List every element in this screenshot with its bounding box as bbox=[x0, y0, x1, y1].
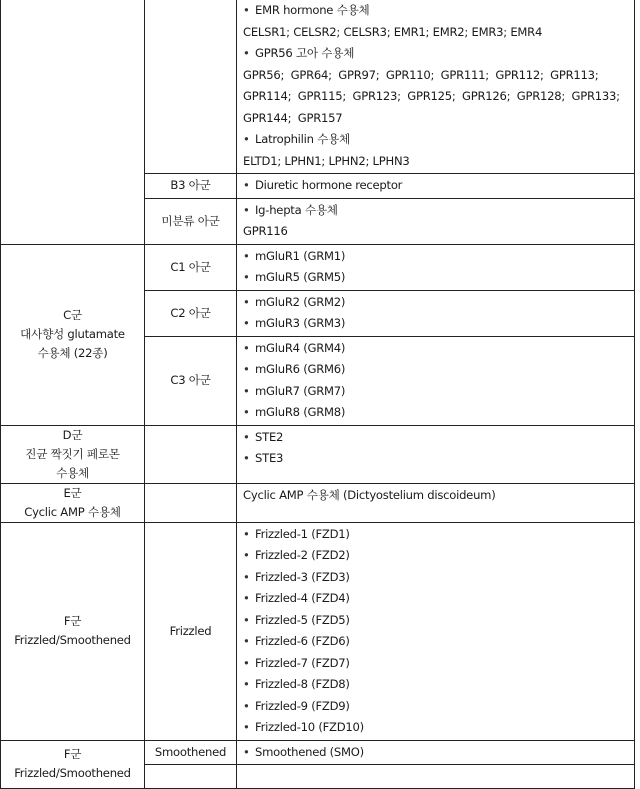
bullet-item: • Frizzled-10 (FZD10) bbox=[243, 717, 634, 739]
group-label-line: 수용체 (22종) bbox=[37, 346, 108, 360]
group-cell-e bbox=[1, 483, 145, 522]
receptor-list-smoothened bbox=[237, 740, 635, 765]
table-row bbox=[1, 244, 635, 290]
bullet-item: • Frizzled-7 (FZD7) bbox=[243, 653, 634, 675]
bullet-item: • mGluR8 (GRM8) bbox=[243, 402, 634, 424]
receptor-text: CELSR1; CELSR2; CELSR3; EMR1; EMR2; EMR3; EMR4 bbox=[243, 24, 543, 39]
group-cell-b bbox=[1, 0, 145, 244]
subgroup-cell-frizzled: Frizzled bbox=[145, 522, 237, 740]
bullet-item: • Frizzled-4 (FZD4) bbox=[243, 588, 634, 610]
subgroup-cell-e bbox=[145, 483, 237, 522]
group-label-line: 대사향성 glutamate bbox=[20, 327, 125, 341]
receptor-list-c1 bbox=[237, 244, 635, 290]
empty-cell bbox=[145, 765, 237, 789]
bullet-item: • STE2 bbox=[243, 427, 634, 449]
receptor-list-frizzled bbox=[237, 522, 635, 740]
group-label-line: Frizzled/Smoothened bbox=[14, 633, 131, 647]
bullet-item: • mGluR3 (GRM3) bbox=[243, 313, 634, 335]
subgroup-cell-smoothened: Smoothened bbox=[145, 740, 237, 765]
receptor-text: Cyclic AMP 수용체 (Dictyostelium discoideum) bbox=[243, 487, 496, 502]
bullet-item: • GPR56 고아 수용체 bbox=[243, 43, 634, 65]
bullet-item: • Frizzled-1 (FZD1) bbox=[243, 524, 634, 546]
bullet-item: • Frizzled-3 (FZD3) bbox=[243, 567, 634, 589]
bullet-item: • mGluR2 (GRM2) bbox=[243, 292, 634, 314]
group-label-line: Frizzled/Smoothened bbox=[14, 766, 131, 781]
group-label-line: D군 bbox=[62, 427, 83, 442]
group-label-line: 수용체 bbox=[56, 465, 89, 480]
group-cell-c bbox=[1, 244, 145, 425]
group-label-line: E군 bbox=[63, 485, 82, 500]
bullet-item: • mGluR5 (GRM5) bbox=[243, 267, 634, 289]
subgroup-cell-c3: C3 아군 bbox=[145, 336, 237, 425]
subgroup-cell-b2 bbox=[145, 0, 237, 174]
receptor-list-unclassified bbox=[237, 198, 635, 244]
bullet-item: • mGluR7 (GRM7) bbox=[243, 381, 634, 403]
group-label-line: 진균 짝짓기 페로몬 bbox=[25, 446, 120, 461]
bullet-item: • Latrophilin 수용체 bbox=[243, 129, 634, 151]
receptor-list-e bbox=[237, 483, 635, 522]
receptor-list-c2 bbox=[237, 290, 635, 336]
bullet-item: • Frizzled-6 (FZD6) bbox=[243, 631, 634, 653]
bullet-item: • mGluR6 (GRM6) bbox=[243, 359, 634, 381]
group-cell-d bbox=[1, 425, 145, 483]
empty-cell bbox=[237, 765, 635, 789]
receptor-text: GPR116 bbox=[243, 224, 288, 238]
subgroup-cell-unclassified: 미분류 아군 bbox=[145, 198, 237, 244]
table-row bbox=[1, 522, 635, 740]
table-row bbox=[1, 740, 635, 765]
group-label-line: C군 bbox=[63, 308, 82, 322]
subgroup-cell-d bbox=[145, 425, 237, 483]
bullet-item: • Smoothened (SMO) bbox=[243, 742, 634, 764]
receptor-text: GPR56; GPR64; GPR97; GPR110; GPR111; GPR112; GPR113; GPR114; GPR115; GPR123; GPR125; GPR126; GPR128; GPR133; GPR144; GPR157 bbox=[243, 67, 620, 125]
group-label-line: F군 bbox=[63, 747, 82, 762]
bullet-item: • mGluR4 (GRM4) bbox=[243, 338, 634, 360]
group-cell-f bbox=[1, 522, 145, 740]
receptor-list-d bbox=[237, 425, 635, 483]
receptor-list-b2 bbox=[237, 0, 635, 174]
table-row bbox=[1, 425, 635, 483]
table-row bbox=[1, 0, 635, 174]
bullet-item: • Ig-hepta 수용체 bbox=[243, 200, 634, 222]
bullet-item: • EMR hormone 수용체 bbox=[243, 0, 634, 22]
receptor-list-c3 bbox=[237, 336, 635, 425]
bullet-item: • Frizzled-8 (FZD8) bbox=[243, 674, 634, 696]
bullet-item: • Frizzled-2 (FZD2) bbox=[243, 545, 634, 567]
bullet-item: • Frizzled-9 (FZD9) bbox=[243, 696, 634, 718]
subgroup-cell-b3: B3 아군 bbox=[145, 174, 237, 199]
bullet-item: • Diuretic hormone receptor bbox=[243, 175, 634, 197]
subgroup-cell-c2: C2 아군 bbox=[145, 290, 237, 336]
group-label-line: F군 bbox=[63, 614, 82, 628]
receptor-text: ELTD1; LPHN1; LPHN2; LPHN3 bbox=[243, 153, 410, 168]
bullet-item: • STE3 bbox=[243, 448, 634, 470]
group-label-line: Cyclic AMP 수용체 bbox=[24, 504, 121, 519]
table-row bbox=[1, 483, 635, 522]
bullet-item: • mGluR1 (GRM1) bbox=[243, 246, 634, 268]
group-cell-f-smoothened bbox=[1, 740, 145, 789]
receptor-list-b3 bbox=[237, 174, 635, 199]
bullet-item: • Frizzled-5 (FZD5) bbox=[243, 610, 634, 632]
subgroup-cell-c1: C1 아군 bbox=[145, 244, 237, 290]
